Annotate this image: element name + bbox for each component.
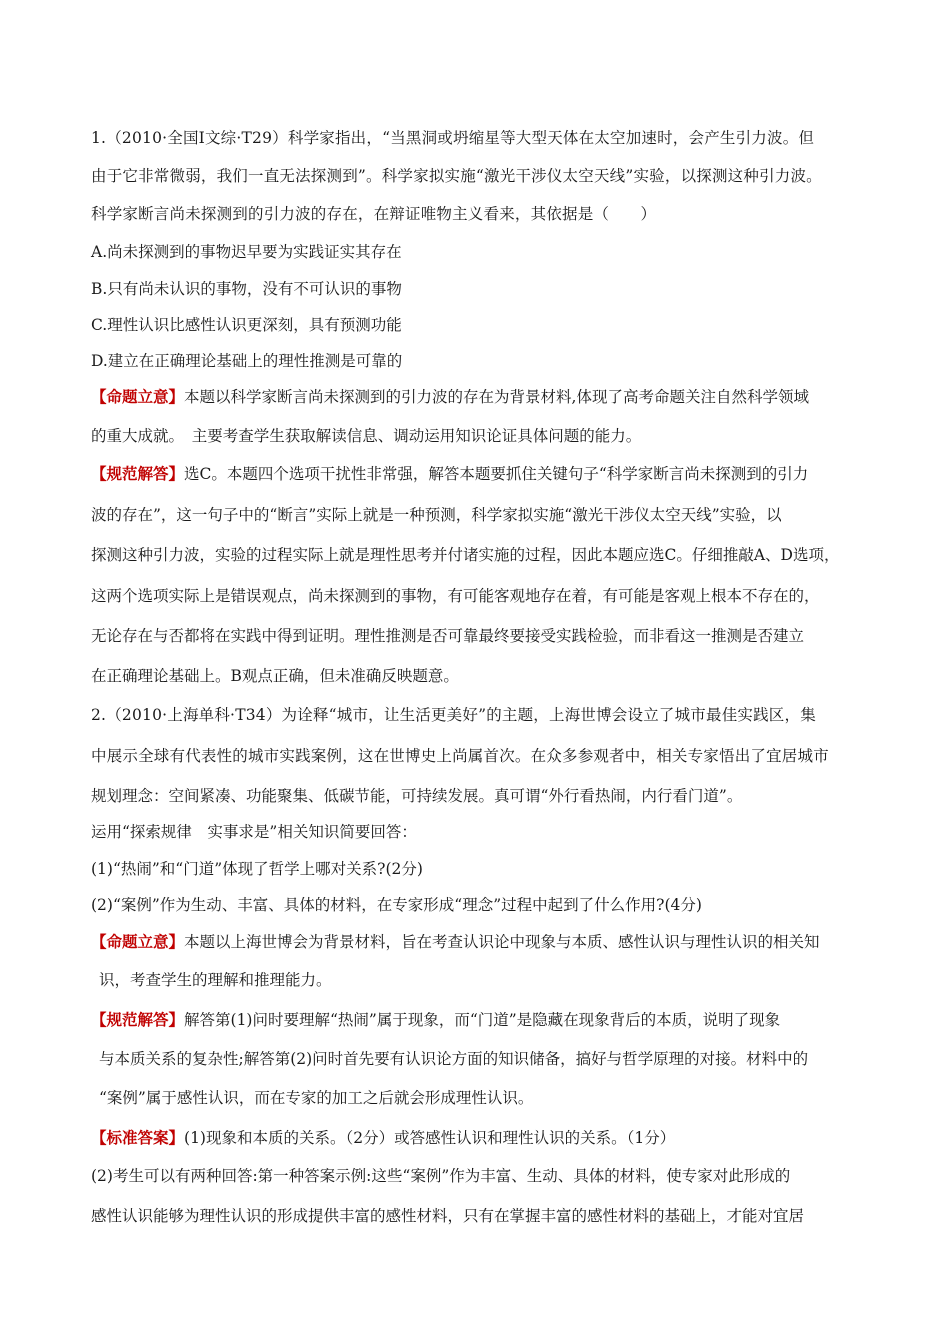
q1-intent-line-1 [91, 387, 809, 407]
q2-intent-tag: 【命题立意】 [91, 932, 185, 951]
q1-option-d: D.建立在正确理论基础上的理性推测是可靠的 [91, 352, 403, 370]
q1-option-b: B.只有尚未认识的事物，没有不可认识的事物 [91, 280, 402, 298]
q1-option-c: C.理性认识比感性认识更深刻，具有预测功能 [91, 316, 402, 334]
q1-stem-line-2: 由于它非常微弱，我们一直无法探测到”。科学家拟实施“激光干涉仪太空天线”实验，以探测这种引力波。 [91, 167, 822, 185]
q2-stem-line-2: 中展示全球有代表性的城市实践案例，这在世博史上尚属首次。在众多参观者中，相关专家悟出了宜居城市 [91, 747, 829, 765]
q2-answer-text: 解答第(1)问时要理解“热闹”属于现象，而“门道”是隐藏在现象背后的本质，说明了现象 [184, 1011, 781, 1029]
q1-answer-text: 选C。本题四个选项干扰性非常强，解答本题要抓住关键句子“科学家断言尚未探测到的引力 [184, 465, 809, 483]
q1-answer-line-6: 在正确理论基础上。B观点正确，但未准确反映题意。 [91, 667, 459, 685]
q2-answer-tag: 【规范解答】 [91, 1010, 185, 1029]
q2-std-text: (1)现象和本质的关系。（2分）或答感性认识和理性认识的关系。（1分） [184, 1129, 676, 1147]
q2-sub-question-2: (2)“案例”作为生动、丰富、具体的材料，在专家形成“理念”过程中起到了什么作用?(4分) [91, 896, 702, 914]
q2-std-line-3: 感性认识能够为理性认识的形成提供丰富的感性材料，只有在掌握丰富的感性材料的基础上，才能对宜居 [91, 1207, 805, 1225]
q2-answer-line-3: “案例”属于感性认识，而在专家的加工之后就会形成理性认识。 [99, 1089, 534, 1107]
q1-stem-line-1: 1.（2010·全国Ⅰ文综·T29）科学家指出，“当黑洞或坍缩星等大型天体在太空加速时，会产生引力波。但 [91, 129, 815, 147]
q1-answer-line-2: 波的存在”，这一句子中的“断言”实际上就是一种预测，科学家拟实施“激光干涉仪太空天线”实验，以 [91, 506, 782, 524]
q1-intent-tag: 【命题立意】 [91, 387, 185, 406]
q2-stem-line-1: 2.（2010·上海单科·T34）为诠释“城市，让生活更美好”的主题，上海世博会设立了城市最佳实践区，集 [91, 706, 816, 724]
q2-stem-line-4: 运用“探索规律 实事求是”相关知识简要回答： [91, 823, 417, 841]
q1-answer-line-1 [91, 464, 808, 484]
q1-intent-text: 本题以科学家断言尚未探测到的引力波的存在为背景材料,体现了高考命题关注自然科学领域 [184, 388, 809, 406]
q2-intent-line-2: 识，考查学生的理解和推理能力。 [99, 971, 332, 989]
q2-std-line-1 [91, 1128, 675, 1148]
q1-answer-line-5: 无论存在与否都将在实践中得到证明。理性推测是否可靠最终要接受实践检验，而非看这一推测是否建立 [91, 627, 805, 645]
q1-answer-line-3: 探测这种引力波，实验的过程实际上就是理性思考并付诸实施的过程，因此本题应选C。仔细推敲A、D选项， [91, 546, 840, 564]
q2-std-tag: 【标准答案】 [91, 1128, 185, 1147]
q2-sub-question-1: (1)“热闹”和“门道”体现了哲学上哪对关系?(2分) [91, 860, 423, 878]
q2-answer-line-2: 与本质关系的复杂性;解答第(2)问时首先要有认识论方面的知识储备，搞好与哲学原理的对接。材料中的 [99, 1050, 809, 1068]
q2-intent-text: 本题以上海世博会为背景材料，旨在考查认识论中现象与本质、感性认识与理性认识的相关知 [184, 933, 820, 951]
q1-answer-line-4: 这两个选项实际上是错误观点，尚未探测到的事物，有可能客观地存在着，有可能是客观上根本不存在的， [91, 587, 820, 605]
q2-intent-line-1 [91, 932, 820, 952]
q2-answer-line-1 [91, 1010, 780, 1030]
q1-answer-tag: 【规范解答】 [91, 464, 185, 483]
q1-stem-line-3: 科学家断言尚未探测到的引力波的存在，在辩证唯物主义看来，其依据是（ ） [91, 205, 657, 223]
q1-intent-line-2: 的重大成就。 主要考查学生获取解读信息、调动运用知识论证具体问题的能力。 [91, 427, 642, 445]
q1-option-a: A.尚未探测到的事物迟早要为实践证实其存在 [91, 243, 402, 261]
q2-stem-line-3: 规划理念：空间紧凑、功能聚集、低碳节能，可持续发展。真可谓“外行看热闹，内行看门道”。 [91, 787, 743, 805]
q2-std-line-2: (2)考生可以有两种回答:第一种答案示例:这些“案例”作为丰富、生动、具体的材料，使专家对此形成的 [91, 1167, 791, 1185]
